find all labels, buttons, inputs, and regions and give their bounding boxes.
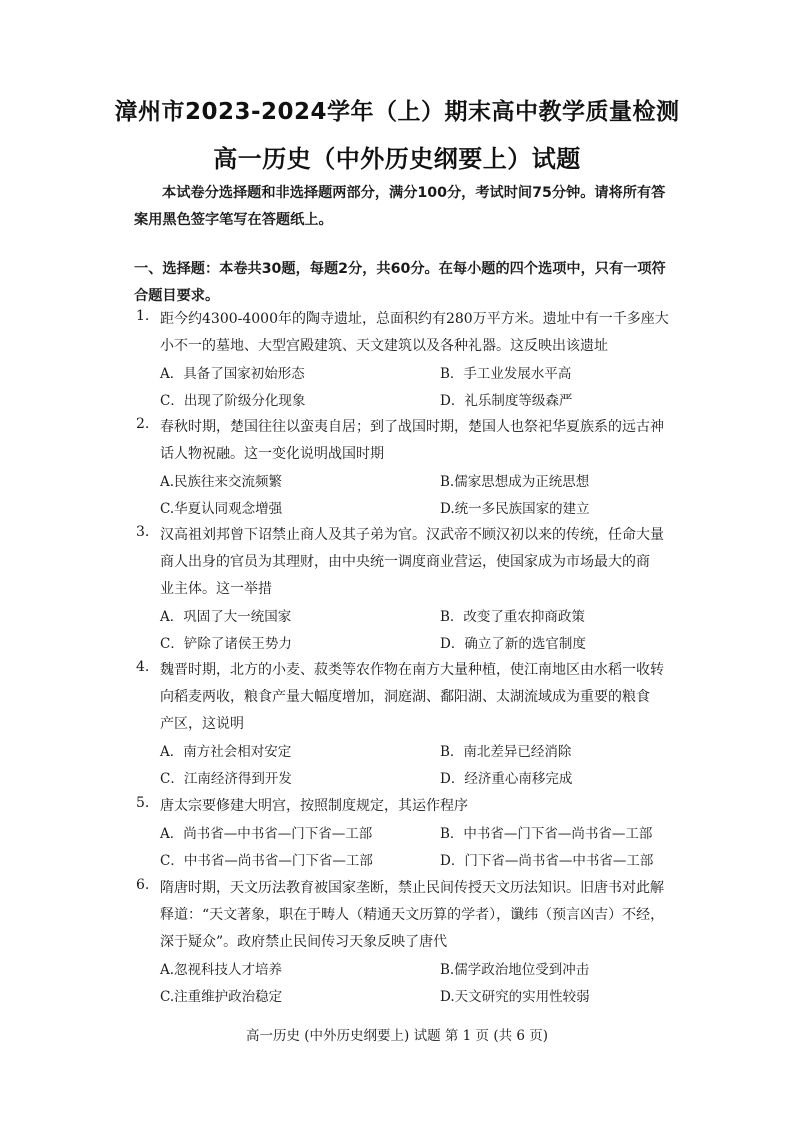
- question-text: 深于疑众”。政府禁止民间传习天象反映了唐代: [160, 934, 448, 950]
- question-text: 小不一的墓地、大型宫殿建筑、天文建筑以及各种礼器。这反映出该遗址: [160, 338, 608, 354]
- option-a: A．南方社会相对安定: [160, 744, 292, 760]
- option-d: D．确立了新的选官制度: [440, 636, 586, 652]
- question-text: 唐太宗要修建大明宫，按照制度规定，其运作程序: [160, 798, 468, 814]
- exam-title: 漳州市2023-2024学年（上）期末高中教学质量检测: [114, 99, 680, 125]
- question-text: 产区，这说明: [160, 716, 244, 732]
- question-number: 6.: [136, 877, 150, 893]
- option-c: C．江南经济得到开发: [160, 771, 292, 787]
- page-footer: 高一历史 (中外历史纲要上) 试题 第 1 页 (共 6 页): [245, 1028, 549, 1044]
- question-number: 3.: [136, 524, 150, 540]
- option-c: C．中书省—尚书省—门下省—工部: [160, 853, 373, 869]
- option-b: B．中书省—门下省—尚书省—工部: [440, 826, 653, 842]
- question-number: 4.: [136, 659, 150, 675]
- question-text: 业主体。这一举措: [160, 581, 272, 597]
- option-b: B.儒学政治地位受到冲击: [440, 962, 590, 978]
- exam-instructions: 本试卷分选择题和非选择题两部分，满分100分，考试时间75分钟。请将所有答案用黑色签字笔写在答题纸上。: [134, 185, 666, 228]
- option-a: A.民族往来交流频繁: [160, 474, 283, 490]
- option-d: D.天文研究的实用性较弱: [440, 989, 590, 1005]
- question-text: 隋唐时期，天文历法教育被国家垄断，禁止民间传授天文历法知识。旧唐书对此解: [160, 880, 664, 896]
- option-c: C．出现了阶级分化现象: [160, 393, 306, 409]
- option-a: A．尚书省—中书省—门下省—工部: [160, 826, 373, 842]
- option-b: B．南北差异已经消除: [440, 744, 572, 760]
- question-text: 向稻麦两收，粮食产量大幅度增加，洞庭湖、鄱阳湖、太湖流域成为重要的粮食: [160, 689, 650, 705]
- exam-subtitle: 高一历史（中外历史纲要上）试题: [213, 145, 581, 173]
- option-b: B．手工业发展水平高: [440, 366, 572, 382]
- option-a: A.忽视科技人才培养: [160, 962, 283, 978]
- question-number: 2.: [136, 416, 150, 432]
- question-text: 商人出身的官员为其理财，由中央统一调度商业营运，使国家成为市场最大的商: [160, 554, 650, 570]
- question-text: 话人物祝融。这一变化说明战国时期: [160, 446, 384, 462]
- option-b: B.儒家思想成为正统思想: [440, 474, 590, 490]
- option-a: A．具备了国家初始形态: [160, 366, 305, 382]
- option-c: C.华夏认同观念增强: [160, 501, 283, 517]
- option-c: C．铲除了诸侯王势力: [160, 636, 292, 652]
- section-heading: 一、选择题：本卷共30题，每题2分，共60分。在每小题的四个选项中，只有一项符合题目要求。: [134, 261, 666, 304]
- question-text: 魏晋时期，北方的小麦、菽类等农作物在南方大量种植，使江南地区由水稻一收转: [160, 662, 664, 678]
- option-b: B．改变了重农抑商政策: [440, 609, 585, 625]
- option-d: D．礼乐制度等级森严: [440, 393, 573, 409]
- option-c: C.注重维护政治稳定: [160, 989, 283, 1005]
- option-a: A．巩固了大一统国家: [160, 609, 292, 625]
- question-number: 1.: [136, 308, 150, 324]
- question-number: 5.: [136, 795, 150, 811]
- question-text: 汉高祖刘邦曾下诏禁止商人及其子弟为官。汉武帝不顾汉初以来的传统，任命大量: [160, 527, 664, 543]
- option-d: D.统一多民族国家的建立: [440, 501, 590, 517]
- option-d: D．门下省—尚书省—中书省—工部: [440, 853, 654, 869]
- question-text: 释道：“天文著象，职在于畴人（精通天文历算的学者），谶纬（预言凶吉）不经，: [160, 907, 665, 923]
- option-d: D．经济重心南移完成: [440, 771, 573, 787]
- question-text: 距今约4300-4000年的陶寺遗址，总面积约有280万平方米。遗址中有一千多座大: [160, 311, 669, 327]
- question-text: 春秋时期，楚国往往以蛮夷自居；到了战国时期，楚国人也祭祀华夏族系的远古神: [160, 419, 664, 435]
